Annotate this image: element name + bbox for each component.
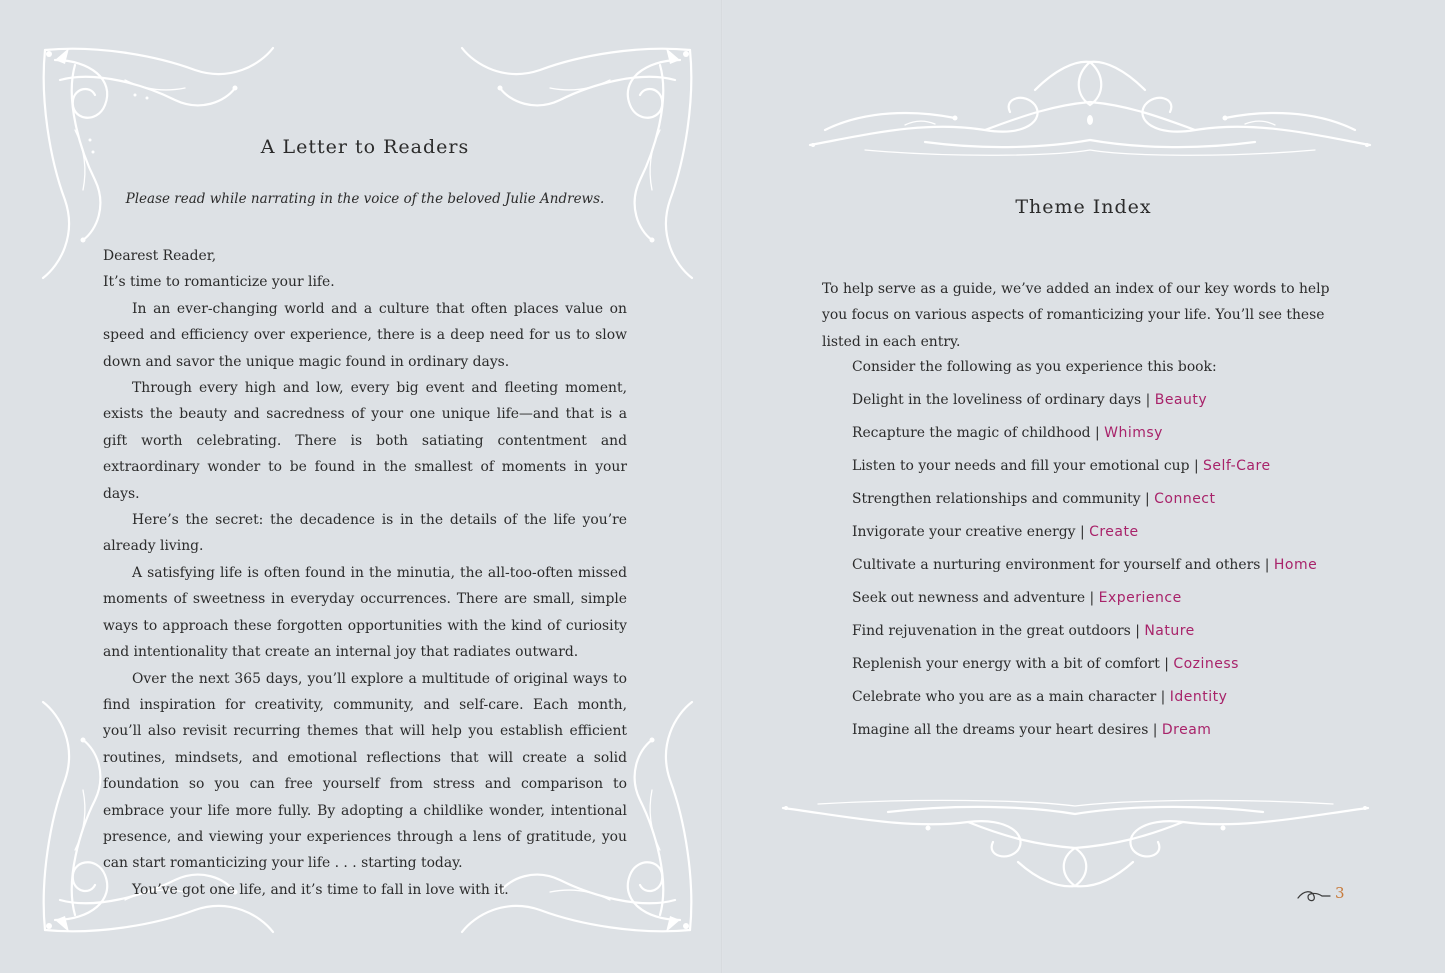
theme-description: Invigorate your creative energy (852, 524, 1076, 540)
theme-list-item (852, 453, 1372, 486)
theme-description: Seek out newness and adventure (852, 590, 1086, 606)
theme-separator: | (1152, 722, 1158, 738)
theme-description: Strengthen relationships and community (852, 491, 1141, 507)
theme-separator: | (1193, 458, 1199, 474)
letter-paragraph: Over the next 365 days, you’ll explore a multitude of original ways to find inspiration for creativity, community, and self-care. Each month, you’ll also revisit recurring themes that will help you establish efficient routines, mindsets, and emotional reflections that will create a solid foundation so you can free yourself from stress and comparison to embrace your life more fully. By adopting a childlike wonder, intentional presence, and viewing your experiences through a lens of gratitude, you can start romanticizing your life . . . starting today. (103, 670, 627, 872)
theme-keyword: Dream (1161, 722, 1212, 738)
theme-description: Cultivate a nurturing environment for yourself and others (852, 557, 1261, 573)
theme-separator: | (1135, 623, 1140, 639)
theme-description: Find rejuvenation in the great outdoors (852, 623, 1131, 639)
theme-separator: | (1145, 491, 1150, 507)
theme-index-intro: To help serve as a guide, we’ve added an index of our key words to help you focus on various aspects of romanticizing your life. You’ll see these listed in each entry. (822, 281, 1330, 350)
theme-keyword: Beauty (1154, 392, 1208, 408)
theme-keyword: Experience (1098, 590, 1182, 606)
letter-title: A Letter to Readers (260, 136, 470, 158)
theme-list-item (852, 420, 1372, 453)
theme-description: Replenish your energy with a bit of comfort (852, 656, 1160, 672)
theme-description: Celebrate who you are as a main character (852, 689, 1157, 705)
letter-subtitle: Please read while narrating in the voice of the beloved Julie Andrews. (125, 191, 605, 207)
theme-separator: | (1089, 590, 1095, 606)
theme-list-item (852, 387, 1372, 420)
theme-keyword: Create (1089, 524, 1139, 540)
theme-list-item (852, 618, 1372, 651)
theme-separator: | (1079, 524, 1085, 540)
letter-paragraph: It’s time to romanticize your life. (103, 274, 335, 291)
theme-keyword: Home (1273, 557, 1318, 573)
letter-closing: You’ve got one life, and it’s time to fall in love with it. (132, 881, 509, 898)
theme-list-item (852, 717, 1372, 750)
theme-list-item (852, 552, 1372, 585)
theme-keyword: Nature (1144, 623, 1195, 639)
theme-description: Listen to your needs and fill your emotional cup (852, 458, 1190, 474)
theme-list-heading: Consider the following as you experience this book: (852, 359, 1217, 375)
theme-separator: | (1164, 656, 1169, 672)
letter-paragraph: Through every high and low, every big event and fleeting moment, exists the beauty and sacredness of your one unique life—and that is a gift worth celebrating. There is both satiating contentment and extraordinary wonder to be found in the smallest of moments in your days. (103, 380, 627, 502)
theme-separator: | (1095, 425, 1100, 441)
theme-description: Delight in the loveliness of ordinary days (852, 392, 1142, 408)
theme-separator: | (1145, 392, 1151, 408)
letter-salutation: Dearest Reader, (103, 248, 217, 264)
letter-paragraph: A satisfying life is often found in the minutia, the all-too-often missed moments of sweetness in everyday occurrences. There are small, simple ways to approach these forgotten opportunities with the kind of curiosity and intentionality that create an internal joy that radiates outward. (103, 564, 627, 661)
page-number: 3 (1335, 884, 1345, 902)
theme-keyword: Coziness (1173, 656, 1239, 672)
theme-list-item (852, 684, 1372, 717)
theme-description: Recapture the magic of childhood (852, 425, 1091, 441)
theme-list (852, 354, 1372, 750)
theme-list-item (852, 486, 1372, 519)
theme-keyword: Connect (1154, 491, 1216, 507)
theme-list-item (852, 651, 1372, 684)
theme-list-item (852, 585, 1372, 618)
theme-separator: | (1264, 557, 1270, 573)
letter-paragraph: In an ever-changing world and a culture that often places value on speed and efficiency over experience, there is a deep need for us to slow down and savor the unique magic found in ordinary days. (103, 300, 627, 370)
letter-body (103, 243, 627, 903)
theme-keyword: Identity (1169, 689, 1228, 705)
flourish-banner-bottom (778, 800, 1373, 895)
theme-index-title: Theme Index (1015, 196, 1152, 218)
theme-description: Imagine all the dreams your heart desires (852, 722, 1149, 738)
page-number-swirl-icon (1296, 888, 1332, 904)
theme-separator: | (1160, 689, 1166, 705)
theme-keyword: Self-Care (1203, 458, 1271, 474)
flourish-banner-top (805, 50, 1375, 160)
theme-keyword: Whimsy (1104, 425, 1163, 441)
letter-paragraph: Here’s the secret: the decadence is in the details of the life you’re already living. (103, 512, 627, 555)
theme-list-item (852, 519, 1372, 552)
